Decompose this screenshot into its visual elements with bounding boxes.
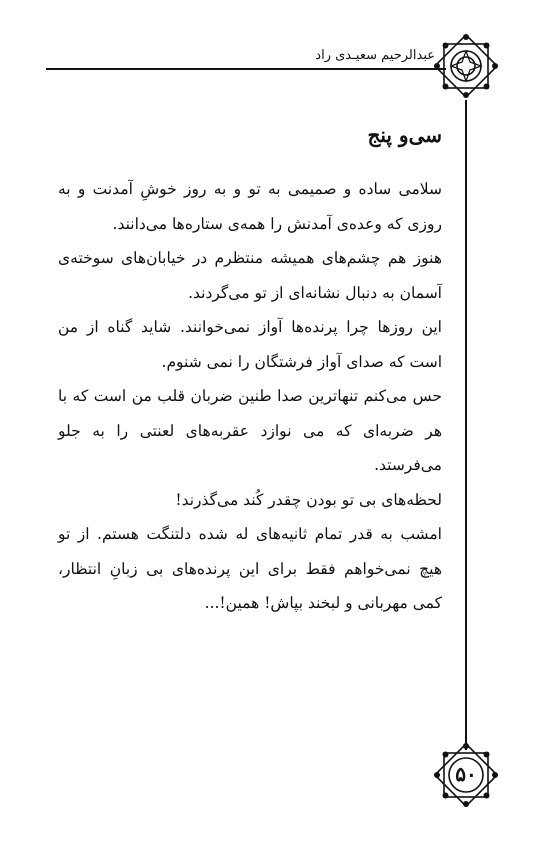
paragraph: حس می‌کنم تنهاترین صدا طنین ضربان قلب من است که با هر ضربه‌ای که می نوازد عقربه‌های لعنتی را به جلو می‌فرستد. [58,387,442,474]
paragraph: هنوز هم چشم‌های همیشه منتظرم در خیابان‌های سوخته‌ی آسمان به دنبال نشانه‌ای از تو می‌گردند. [58,249,442,302]
chapter-title: سی‌و پنج [367,123,442,147]
paragraph: سلامی ساده و صمیمی به تو و به روز خوشِ آمدنت و به روزی که وعده‌ی آمدنش را همه‌ی ستاره‌ها می‌دانند. [58,180,442,233]
running-header-author: عبدالرحیم سعیـدی راد [315,48,435,63]
margin-rule [465,100,467,750]
poem-body [58,172,442,621]
header-rule [46,68,446,70]
paragraph: امشب به قدر تمام ثانیه‌های له شده دلتنگت هستم. از تو هیچ نمی‌خواهم فقط برای این پرنده‌های بی زبانِ انتظار، کمی مهربانی و لبخند بپاش! همین!... [58,525,442,612]
page-number: ۵۰ [455,762,477,786]
rosette-ornament-icon [433,33,499,99]
paragraph: این روزها چرا پرنده‌ها آواز نمی‌خوانند. شاید گناه از من است که صدای آواز فرشتگان را نمی شنوم. [58,318,442,371]
paragraph: لحظه‌های بی تو بودن چقدر کُند می‌گذرند! [175,490,442,509]
